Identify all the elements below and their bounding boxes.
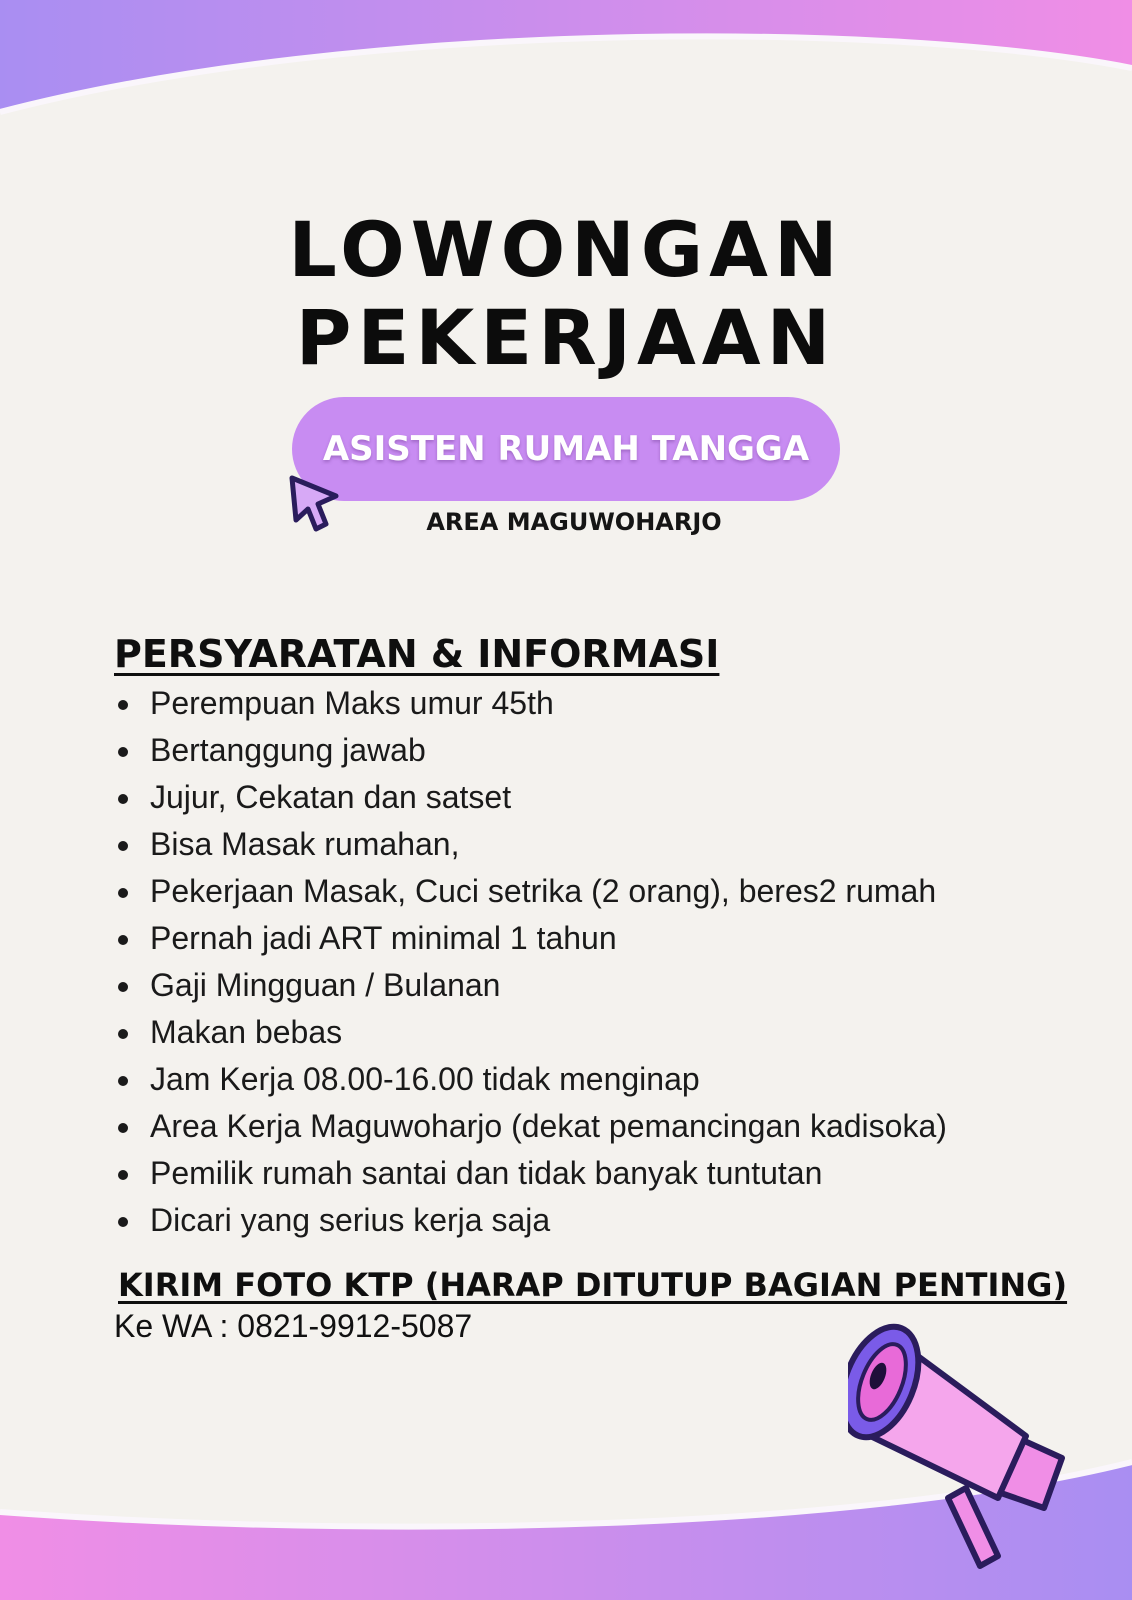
list-item: Dicari yang serius kerja saja — [118, 1197, 947, 1244]
send-instruction: KIRIM FOTO KTP (HARAP DITUTUP BAGIAN PENTING) — [118, 1266, 1068, 1304]
position-pill — [292, 397, 840, 501]
list-item: Area Kerja Maguwoharjo (dekat pemancingan kadisoka) — [118, 1103, 947, 1150]
position-label: ASISTEN RUMAH TANGGA — [322, 429, 810, 469]
list-item: Bisa Masak rumahan, — [118, 821, 947, 868]
list-item: Bertanggung jawab — [118, 727, 947, 774]
title-line-2: PEKERJAAN — [295, 293, 837, 382]
list-item: Jujur, Cekatan dan satset — [118, 774, 947, 821]
title-line-1: LOWONGAN — [288, 205, 844, 294]
list-item: Pekerjaan Masak, Cuci setrika (2 orang), beres2 rumah — [118, 868, 947, 915]
megaphone-icon — [848, 1310, 1098, 1590]
requirements-title: PERSYARATAN & INFORMASI — [114, 632, 720, 676]
list-item: Jam Kerja 08.00-16.00 tidak menginap — [118, 1056, 947, 1103]
list-item: Pemilik rumah santai dan tidak banyak tuntutan — [118, 1150, 947, 1197]
list-item: Pernah jadi ART minimal 1 tahun — [118, 915, 947, 962]
list-item: Makan bebas — [118, 1009, 947, 1056]
top-wave — [0, 0, 1132, 112]
whatsapp-contact: Ke WA : 0821-9912-5087 — [114, 1308, 473, 1344]
list-item: Gaji Mingguan / Bulanan — [118, 962, 947, 1009]
list-item: Perempuan Maks umur 45th — [118, 680, 947, 727]
requirements-list — [118, 680, 947, 1244]
area-label: AREA MAGUWOHARJO — [426, 508, 722, 536]
